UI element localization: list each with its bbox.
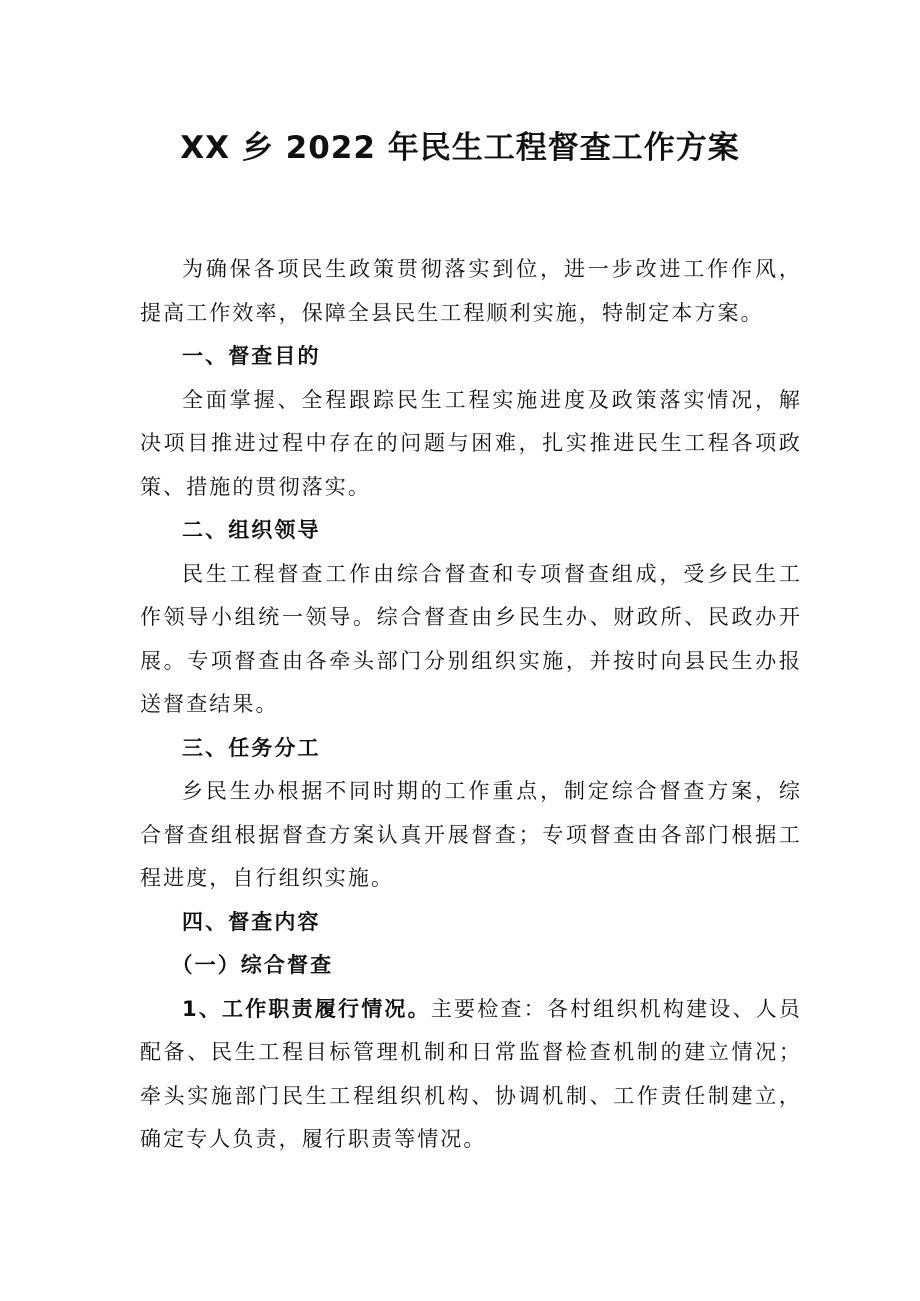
section-text-organization: 民生工程督查工作由综合督查和专项督查组成，受乡民生工作领导小组统一领导。综合督查由乡民生办、财政所、民政办开展。专项督查由各牵头部门分别组织实施，并按时向县民生办报送督查结果。 <box>140 561 802 716</box>
intro-paragraph: 为确保各项民生政策贯彻落实到位，进一步改进工作作风，提高工作效率，保障全县民生工程顺利实施，特制定本方案。 <box>140 257 802 325</box>
item-paragraph-duty <box>140 988 802 1162</box>
item-text: 主要检查：各村组织机构建设、人员配备、民生工程目标管理机制和日常监督检查机制的建立情况；牵头实施部门民生工程组织机构、协调机制、工作责任制建立，确定专人负责，履行职责等情况。 <box>140 996 802 1151</box>
document-title: XX 乡 2022 年民生工程督查工作方案 <box>180 130 740 166</box>
section-text-purpose: 全面掌握、全程跟踪民生工程实施进度及政策落实情况，解决项目推进过程中存在的问题与困难，扎实推进民生工程各项政策、措施的贯彻落实。 <box>140 387 802 499</box>
subsection-heading-comprehensive: （一）综合督查 <box>171 953 334 977</box>
section-heading-organization: 二、组织领导 <box>182 518 321 542</box>
item-lead: 1、工作职责履行情况。 <box>182 996 431 1021</box>
section-heading-content: 四、督查内容 <box>182 909 321 934</box>
section-heading-purpose: 一、督查目的 <box>182 344 321 368</box>
document-body <box>140 248 802 1162</box>
section-text-division: 乡民生办根据不同时期的工作重点，制定综合督查方案，综合督查组根据督查方案认真开展督查；专项督查由各部门根据工程进度，自行组织实施。 <box>140 779 802 890</box>
section-heading-division: 三、任务分工 <box>182 735 321 760</box>
